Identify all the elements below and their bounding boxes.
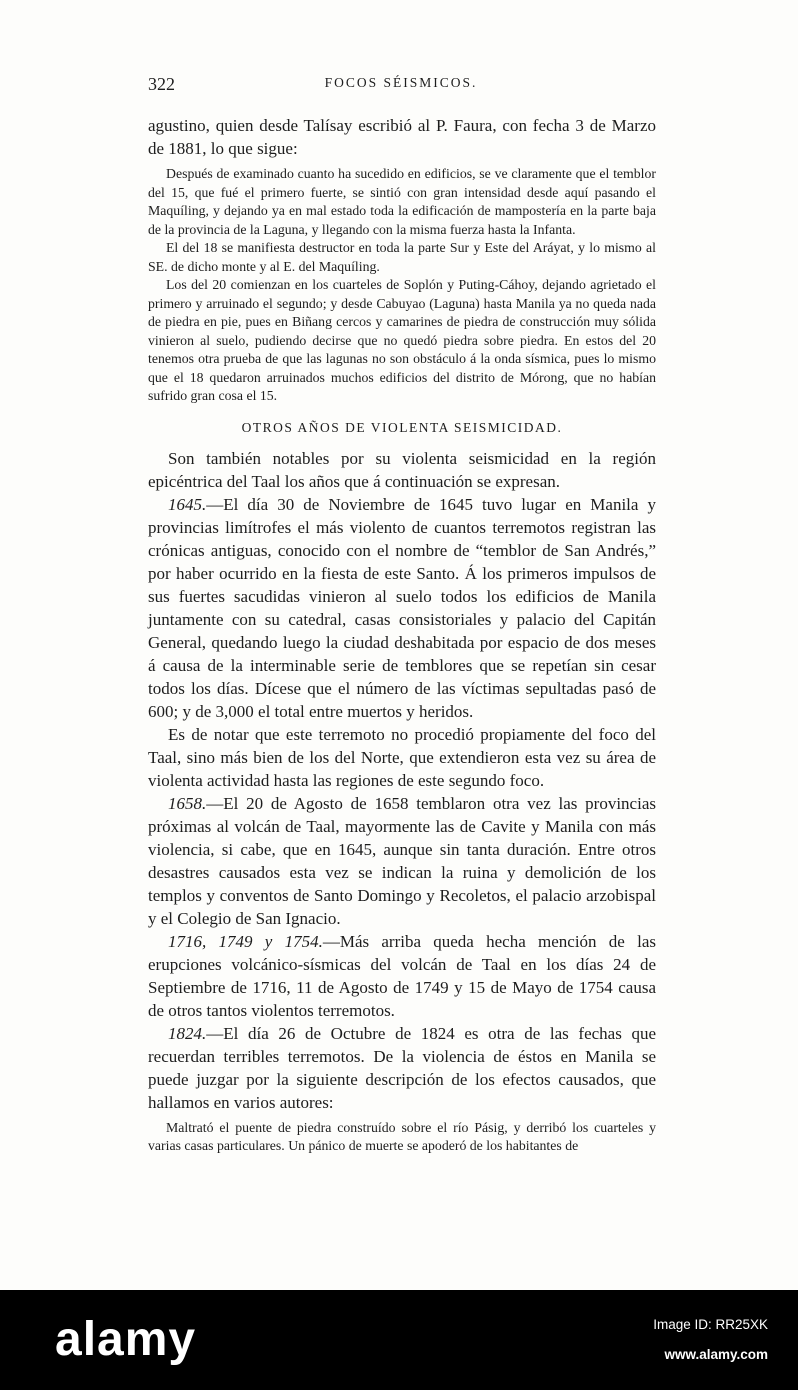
paragraph-text: —El día 26 de Octubre de 1824 es otra de las fechas que recuerdan terribles terremotos. De la violencia de éstos en Manila se puede juzgar por la siguiente descripción de los efectos causados, que hallamos en varios autores: [148, 1023, 656, 1112]
paragraph-note [148, 723, 656, 792]
quote-paragraph-1: Después de examinado cuanto ha sucedido en edificios, se ve claramente que el temblor del 15, que fué el primero fuerte, se sintió con gran intensidad desde aquí pasando el Maquíling, y dejando ya en mal estado toda la edificación de mampostería en la parte baja de la provincia de la Laguna, y llegando con la misma fuerza hasta la Infanta. [148, 166, 656, 237]
paragraph-1658 [148, 792, 656, 930]
page-header [148, 74, 654, 96]
year-lead-1824: 1824. [168, 1023, 207, 1043]
alamy-url-text: www.alamy.com [664, 1347, 768, 1362]
paragraph-text: —El 20 de Agosto de 1658 temblaron otra vez las provincias próximas al volcán de Taal, mayormente las de Cavite y Manila con más violencia, si cabe, que en 1645, aunque sin tanta duración. Entre otros desastres causados esta vez se indican la ruina y demolición de los templos y conventos de Santo Domingo y Recoletos, el palacio arzobispal y el Colegio de San Ignacio. [148, 793, 656, 928]
paragraph-1824 [148, 1022, 656, 1114]
paragraph-text: —El día 30 de Noviembre de 1645 tuvo lugar en Manila y provincias limítrofes el más violento de cuantos terremotos registran las crónicas antiguas, conocido con el nombre de “temblor de San Andrés,” por haber ocurrido en la fiesta de este Santo. Á los primeros impulsos de sus fuertes sacudidas vinieron al suelo todos los edificios de Manila juntamente con su catedral, casas consistoriales y palacio del Capitán General, quedando luego la ciudad deshabitada por espacio de dos meses á causa de la interminable serie de temblores que se repetían sin cesar todos los días. Dícese que el número de las víctimas sepultadas pasó de 600; y de 3,000 el total entre muertos y heridos. [148, 494, 656, 721]
year-lead-1716: 1716, 1749 y 1754. [168, 931, 323, 951]
year-lead-1658: 1658. [168, 793, 207, 813]
alamy-watermark-bar [0, 1290, 798, 1390]
closing-quote-paragraph: Maltrató el puente de piedra construído sobre el río Pásig, y derribó los cuarteles y varias casas particulares. Un pánico de muerte se apoderó de los habitantes de [148, 1119, 656, 1153]
paragraph-text: —Más arriba queda hecha mención de las erupciones volcánico-sísmicas del volcán de Taal en los días 24 de Septiembre de 1716, 11 de Agosto de 1749 y 15 de Mayo de 1754 causa de otros tantos violentos terremotos. [148, 931, 656, 1020]
year-lead-1645: 1645. [168, 494, 207, 514]
running-title: FOCOS SÉISMICOS. [324, 75, 478, 90]
quote-paragraph-2: El del 18 se manifiesta destructor en toda la parte Sur y Este del Aráyat, y lo mismo al SE. de dicho monte y al E. del Maquíling. [148, 240, 656, 274]
page-body-text [148, 114, 656, 1156]
paragraph-intro: agustino, quien desde Talísay escribió al P. Faura, con fecha 3 de Marzo de 1881, lo que sigue: [148, 116, 656, 158]
alamy-logo: alamy [55, 1313, 197, 1366]
image-id-text: Image ID: RR25XK [653, 1317, 768, 1333]
paragraph-text: Son también notables por su violenta seismicidad en la región epicéntrica del Taal los años que á continuación se expresan. [148, 448, 656, 491]
watermark-info [653, 1310, 768, 1369]
paragraph-overview [148, 447, 656, 493]
paragraph-text: Es de notar que este terremoto no procedió propiamente del foco del Taal, sino más bien de los del Norte, que extendieron esta vez su área de violenta actividad hasta las regiones de este segundo foco. [148, 724, 656, 790]
quote-paragraph-3: Los del 20 comienzan en los cuarteles de Soplón y Puting-Cáhoy, dejando agrietado el primero y arruinado el segundo; y desde Cabuyao (Laguna) hasta Manila ya no queda nada de piedra en pie, pues en Biñang cercos y camarines de piedra de construcción muy sólida vinieron al suelo, pudiendo decirse que no quedó piedra sobre piedra. En estos del 20 tenemos otra prueba de que las lagunas no son obstáculo á la onda sísmica, pues lo mismo que el 18 quedaron arruinados muchos edificios del distrito de Mórong, que no habían sufrido gran cosa el 15. [148, 277, 656, 403]
page-number: 322 [148, 74, 175, 94]
paragraph-1645 [148, 493, 656, 723]
paragraph-1716-1749-1754 [148, 930, 656, 1022]
section-heading: OTROS AÑOS DE VIOLENTA SEISMICIDAD. [241, 419, 563, 435]
